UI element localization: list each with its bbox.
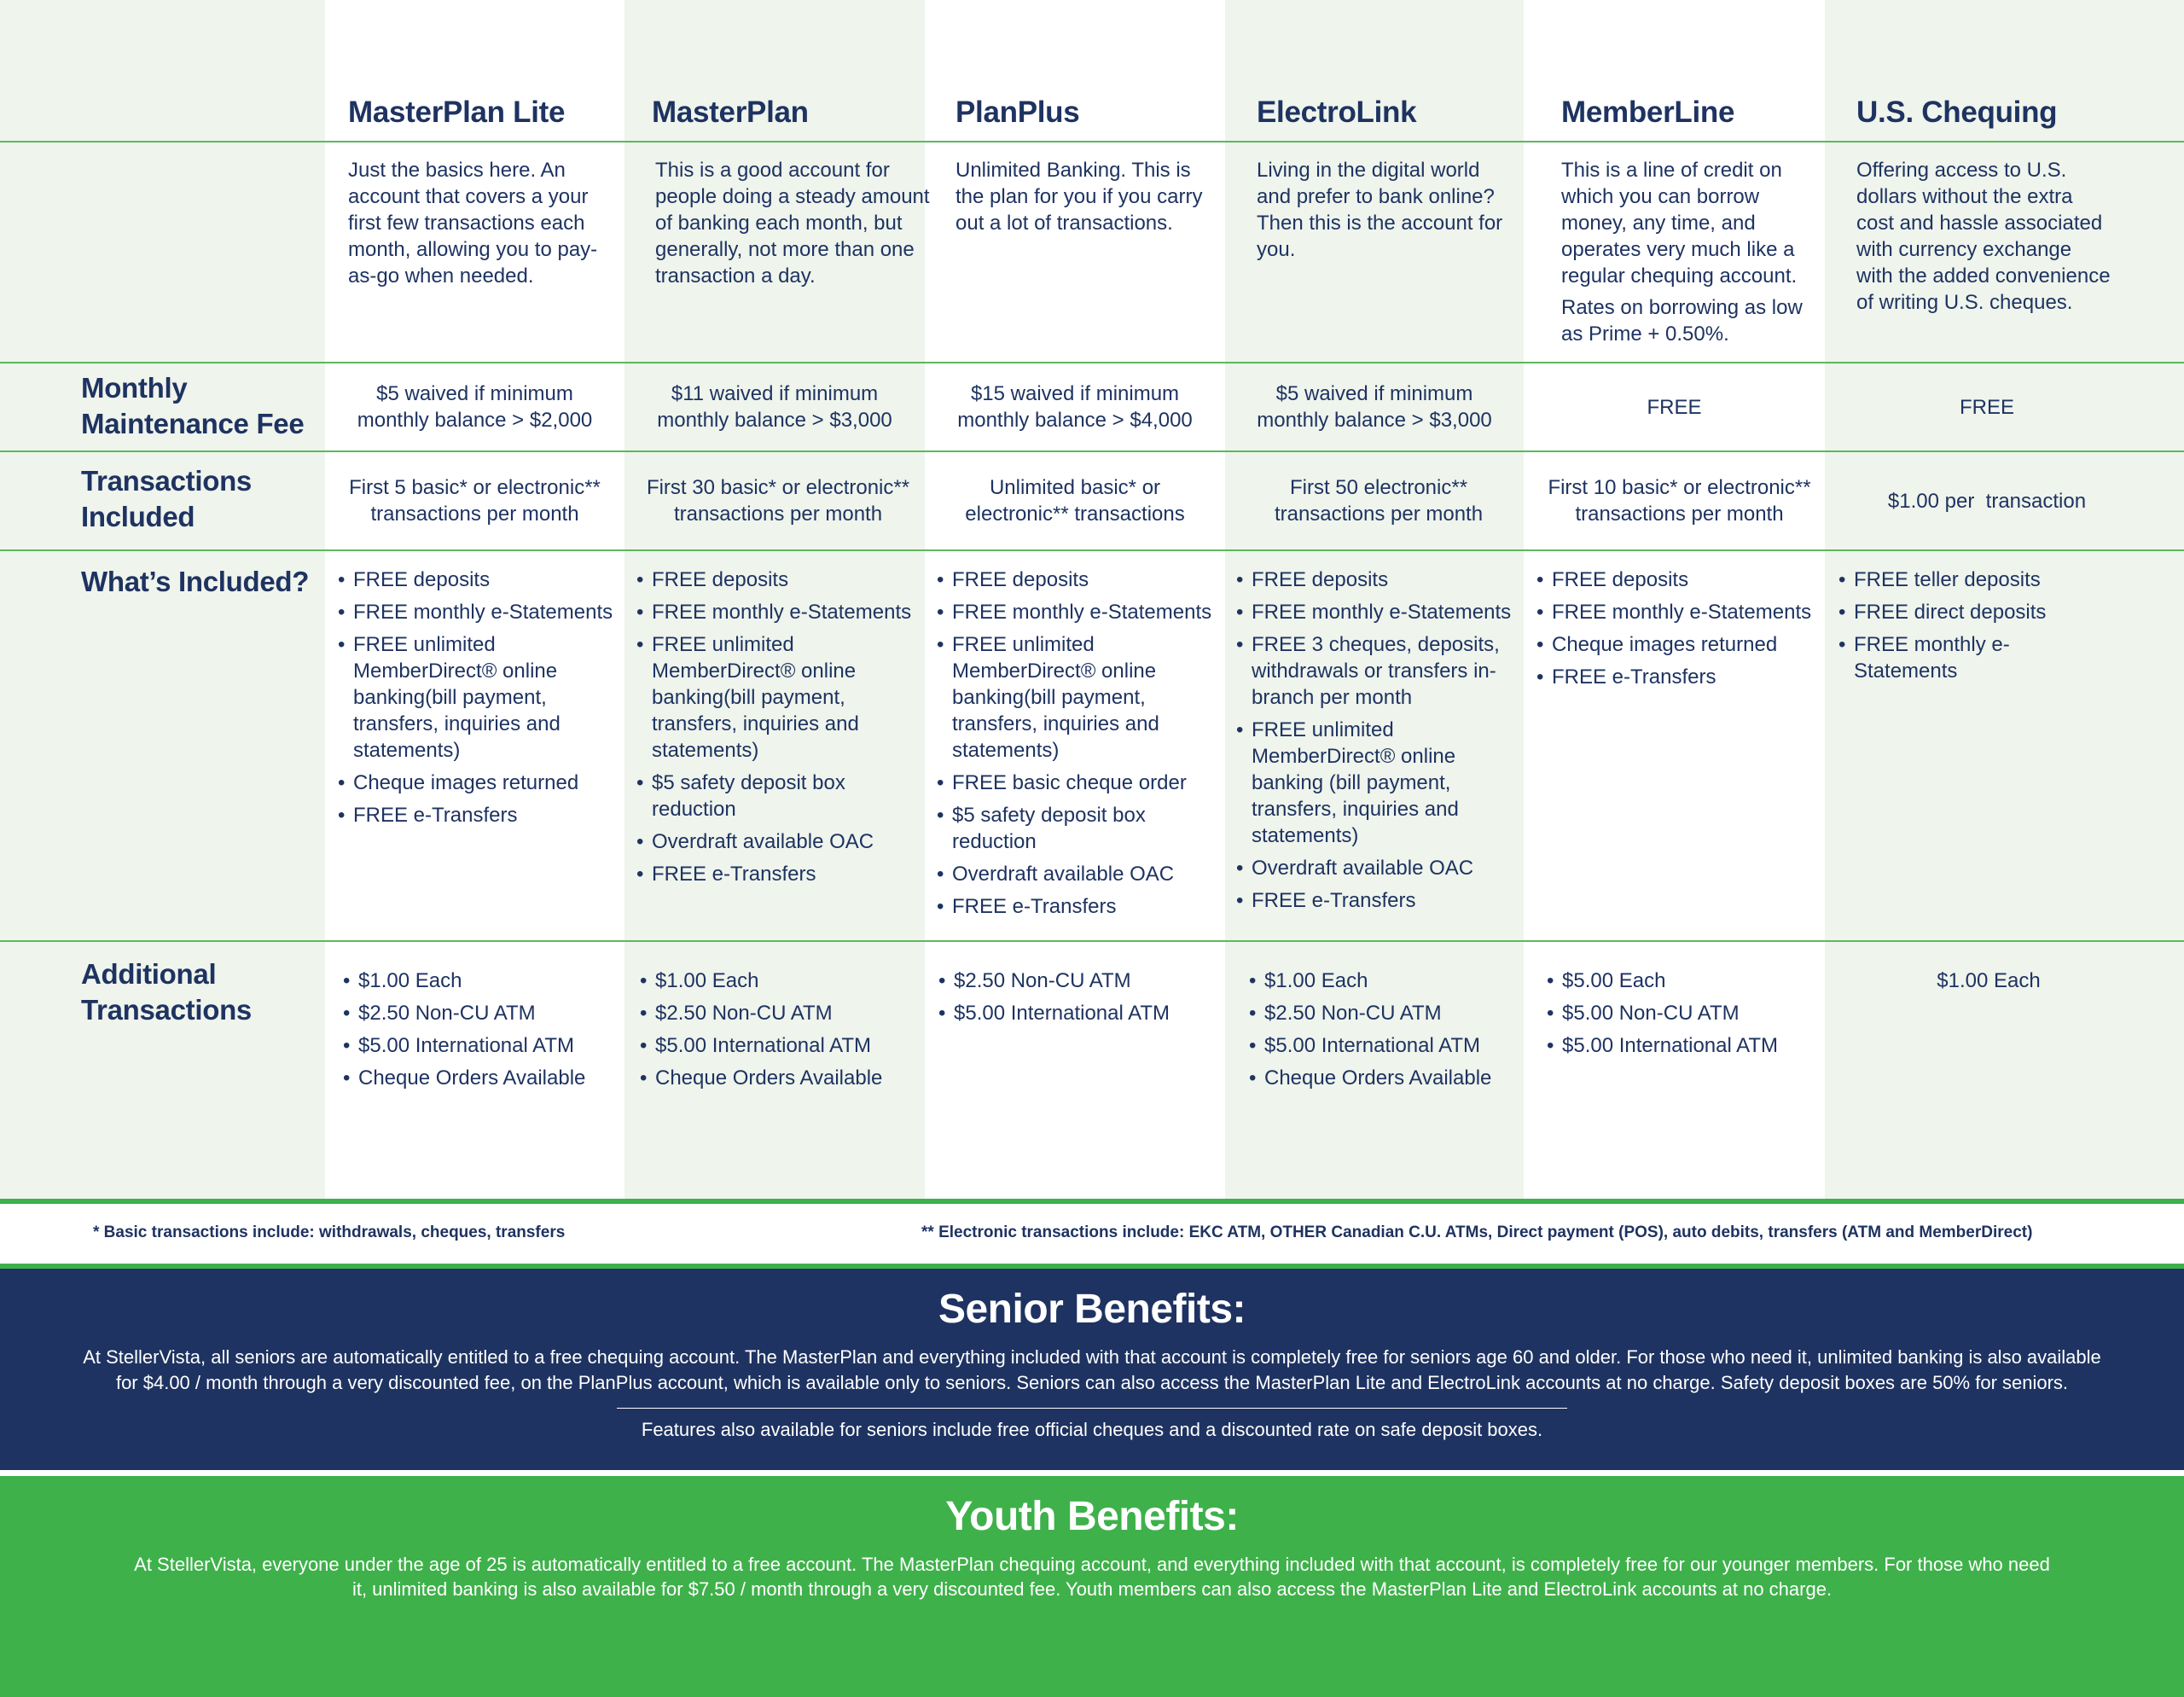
monthly-fee-cell <box>1225 363 1524 450</box>
list-item: • FREE teller deposits <box>1838 567 2060 593</box>
additional-transactions-list <box>640 968 913 1097</box>
row-label-monthly-fee: Monthly Maintenance Fee <box>81 372 305 439</box>
list-item: • FREE 3 cheques, deposits, withdrawals or transfers in-branch per month <box>1236 631 1522 711</box>
list-item: • FREE monthly e-Statements <box>1236 599 1522 625</box>
plan-description-text: Unlimited Banking. This is the plan for you if you carry out a lot of transactions. <box>956 159 1203 235</box>
plan-name-us-chequing: U.S. Chequing <box>1856 96 2058 129</box>
row-divider <box>0 549 2184 551</box>
list-item: • FREE monthly e-Statements <box>636 599 922 625</box>
plan-description-text: Just the basics here. An account that covers a your first few transactions each month, allowing you to pay-as-go when needed. <box>348 159 598 288</box>
list-item: • Cheque images returned <box>338 770 624 796</box>
monthly-fee-cell <box>925 363 1225 450</box>
list-item: • $2.50 Non-CU ATM <box>640 1000 913 1026</box>
list-item: • $2.50 Non-CU ATM <box>343 1000 616 1026</box>
senior-features: Features also available for seniors include free official cheques and a discounted rate on safe deposit boxes. <box>641 1419 1543 1440</box>
plan-description <box>1257 157 1513 268</box>
additional-transactions-text: $1.00 Each <box>1937 969 2041 992</box>
youth-benefits-title: Youth Benefits: <box>945 1494 1239 1539</box>
whats-included-list <box>937 567 1223 926</box>
transactions-included-text: First 10 basic* or electronic** transactions per month <box>1548 476 1811 526</box>
list-item: • Cheque Orders Available <box>1249 1065 1522 1091</box>
list-item: • Cheque Orders Available <box>343 1065 616 1091</box>
list-item: • $1.00 Each <box>343 968 616 994</box>
senior-divider <box>617 1408 1567 1409</box>
whats-included-list <box>636 567 922 893</box>
additional-transactions-list <box>343 968 616 1097</box>
plan-description <box>1561 157 1817 352</box>
list-item: • FREE e-Transfers <box>338 802 624 828</box>
list-item: • $5.00 Each <box>1547 968 1820 994</box>
transactions-included-text: $1.00 per transaction <box>1887 489 2087 513</box>
senior-benefits-body: At StellerVista, all seniors are automatically entitled to a free chequing account. The MasterPlan and everything included with that account is completely free for seniors age 60 and older. For those who need it, unlimited banking is also available for $4.00 / month through a very discounted fee, on the PlanPlus account, which is available only to seniors. Seniors can also access the MasterPlan Lite and ElectroLink accounts at no charge. Safety deposit boxes are 50% for seniors. <box>83 1346 2101 1393</box>
monthly-fee-cell <box>624 363 925 450</box>
plan-description <box>655 157 930 294</box>
list-item: • $5 safety deposit box reduction <box>937 802 1223 855</box>
whats-included-list <box>1536 567 1822 696</box>
list-item: • FREE monthly e-Statements <box>338 599 624 625</box>
footnote-electronic: ** Electronic transactions include: EKC ATM, OTHER Canadian C.U. ATMs, Direct payment (POS), auto debits, transfers (ATM and MemberDirect) <box>921 1223 2033 1241</box>
senior-benefits-section <box>0 1269 2184 1470</box>
plan-description-text: Rates on borrowing as low as Prime + 0.50%. <box>1561 296 1803 346</box>
list-item: • FREE deposits <box>1236 567 1522 593</box>
transactions-included-cell <box>1524 452 1835 549</box>
plan-name-electrolink: ElectroLink <box>1257 96 1417 129</box>
list-item: • $5.00 International ATM <box>1249 1032 1522 1059</box>
list-item: • $2.50 Non-CU ATM <box>1249 1000 1522 1026</box>
monthly-fee-text: $15 waived if minimum monthly balance > $4,000 <box>957 382 1193 432</box>
plan-name-masterplan-lite: MasterPlan Lite <box>348 96 566 129</box>
list-item: • FREE unlimited MemberDirect® online banking(bill payment, transfers, inquiries and statements) <box>937 631 1223 764</box>
row-label-additional-transactions: Additional Transactions <box>81 958 252 1026</box>
list-item: • FREE e-Transfers <box>636 861 922 887</box>
row-divider <box>0 141 2184 142</box>
list-item: • $5 safety deposit box reduction <box>636 770 922 822</box>
plan-name-planplus: PlanPlus <box>956 96 1080 129</box>
plan-name-memberline: MemberLine <box>1561 96 1735 129</box>
transactions-included-text: Unlimited basic* or electronic** transactions <box>965 476 1185 526</box>
transactions-included-cell <box>1825 452 2149 549</box>
list-item: • FREE monthly e-Statements <box>1838 631 2060 684</box>
section-gap <box>0 1470 2184 1476</box>
plan-description-text: This is a line of credit on which you can borrow money, any time, and operates very much like a regular chequing account. <box>1561 159 1798 288</box>
list-item: • $5.00 International ATM <box>1547 1032 1820 1059</box>
plan-description-text: Offering access to U.S. dollars without the extra cost and hassle associated with currency exchange with the added convenience of writing U.S. cheques. <box>1856 159 2111 314</box>
list-item: • $5.00 International ATM <box>343 1032 616 1059</box>
row-divider <box>0 940 2184 942</box>
list-item: • $5.00 International ATM <box>640 1032 913 1059</box>
additional-transactions-cell <box>1825 968 2152 994</box>
list-item: • FREE deposits <box>636 567 922 593</box>
list-item: • FREE basic cheque order <box>937 770 1223 796</box>
additional-transactions-list <box>1547 968 1820 1065</box>
list-item: • FREE monthly e-Statements <box>937 599 1223 625</box>
monthly-fee-cell <box>325 363 624 450</box>
senior-benefits-title: Senior Benefits: <box>938 1287 1246 1332</box>
row-label-whats-included: What’s Included? <box>81 566 310 597</box>
list-item: • FREE deposits <box>1536 567 1822 593</box>
transactions-included-text: First 50 electronic** transactions per month <box>1274 476 1484 526</box>
monthly-fee-text: $5 waived if minimum monthly balance > $3,000 <box>1257 382 1492 432</box>
monthly-fee-text: FREE <box>1959 395 2014 419</box>
list-item: • FREE unlimited MemberDirect® online banking(bill payment, transfers, inquiries and statements) <box>338 631 624 764</box>
transactions-included-cell <box>925 452 1225 549</box>
list-item: • FREE e-Transfers <box>937 893 1223 920</box>
monthly-fee-text: $11 waived if minimum monthly balance > $3,000 <box>657 382 892 432</box>
list-item: • FREE deposits <box>338 567 624 593</box>
footnote-top-bar <box>0 1199 2184 1204</box>
list-item: • Overdraft available OAC <box>636 828 922 855</box>
transactions-included-cell <box>624 452 932 549</box>
youth-benefits-section <box>0 1476 2184 1697</box>
list-item: • FREE deposits <box>937 567 1223 593</box>
whats-included-list <box>1236 567 1522 920</box>
additional-transactions-list <box>938 968 1211 1032</box>
plan-description-text: Living in the digital world and prefer to bank online? Then this is the account for you. <box>1257 159 1503 261</box>
monthly-fee-text: FREE <box>1647 395 1702 419</box>
list-item: • Cheque Orders Available <box>640 1065 913 1091</box>
list-item: • $1.00 Each <box>1249 968 1522 994</box>
list-item: • $2.50 Non-CU ATM <box>938 968 1211 994</box>
list-item: • FREE monthly e-Statements <box>1536 599 1822 625</box>
row-label-transactions-included: Transactions Included <box>81 465 252 532</box>
list-item: • $5.00 International ATM <box>938 1000 1211 1026</box>
list-item: • FREE unlimited MemberDirect® online banking(bill payment, transfers, inquiries and statements) <box>636 631 922 764</box>
monthly-fee-cell <box>1524 363 1825 450</box>
transactions-included-text: First 5 basic* or electronic** transactions per month <box>349 476 601 526</box>
transactions-included-text: First 30 basic* or electronic** transactions per month <box>646 476 910 526</box>
list-item: • Overdraft available OAC <box>1236 855 1522 881</box>
whats-included-list <box>1838 567 2060 690</box>
list-item: • FREE direct deposits <box>1838 599 2060 625</box>
plan-description <box>956 157 1220 241</box>
youth-benefits-body: At StellerVista, everyone under the age of 25 is automatically entitled to a free account. The MasterPlan chequing account, and everything included with that account, is completely free for our younger members. For those who need it, unlimited banking is also available for $7.50 / month through a very discounted fee. Youth members can also access the MasterPlan Lite and ElectroLink accounts at no charge. <box>134 1554 2050 1600</box>
monthly-fee-cell <box>1825 363 2149 450</box>
list-item: • $5.00 Non-CU ATM <box>1547 1000 1820 1026</box>
transactions-included-cell <box>1225 452 1532 549</box>
list-item: • $1.00 Each <box>640 968 913 994</box>
plan-description-text: This is a good account for people doing a steady amount of banking each month, but generally, not more than one transaction a day. <box>655 159 930 288</box>
plan-description <box>348 157 613 294</box>
list-item: • Overdraft available OAC <box>937 861 1223 887</box>
list-item: • FREE e-Transfers <box>1236 887 1522 914</box>
plan-description <box>1856 157 2112 321</box>
transactions-included-cell <box>325 452 624 549</box>
list-item: • Cheque images returned <box>1536 631 1822 658</box>
whats-included-list <box>338 567 624 834</box>
plan-name-masterplan: MasterPlan <box>652 96 809 129</box>
list-item: • FREE unlimited MemberDirect® online banking (bill payment, transfers, inquiries and statements) <box>1236 717 1522 849</box>
list-item: • FREE e-Transfers <box>1536 664 1822 690</box>
footnote-basic: * Basic transactions include: withdrawals, cheques, transfers <box>93 1223 566 1241</box>
monthly-fee-text: $5 waived if minimum monthly balance > $2,000 <box>357 382 593 432</box>
additional-transactions-list <box>1249 968 1522 1097</box>
